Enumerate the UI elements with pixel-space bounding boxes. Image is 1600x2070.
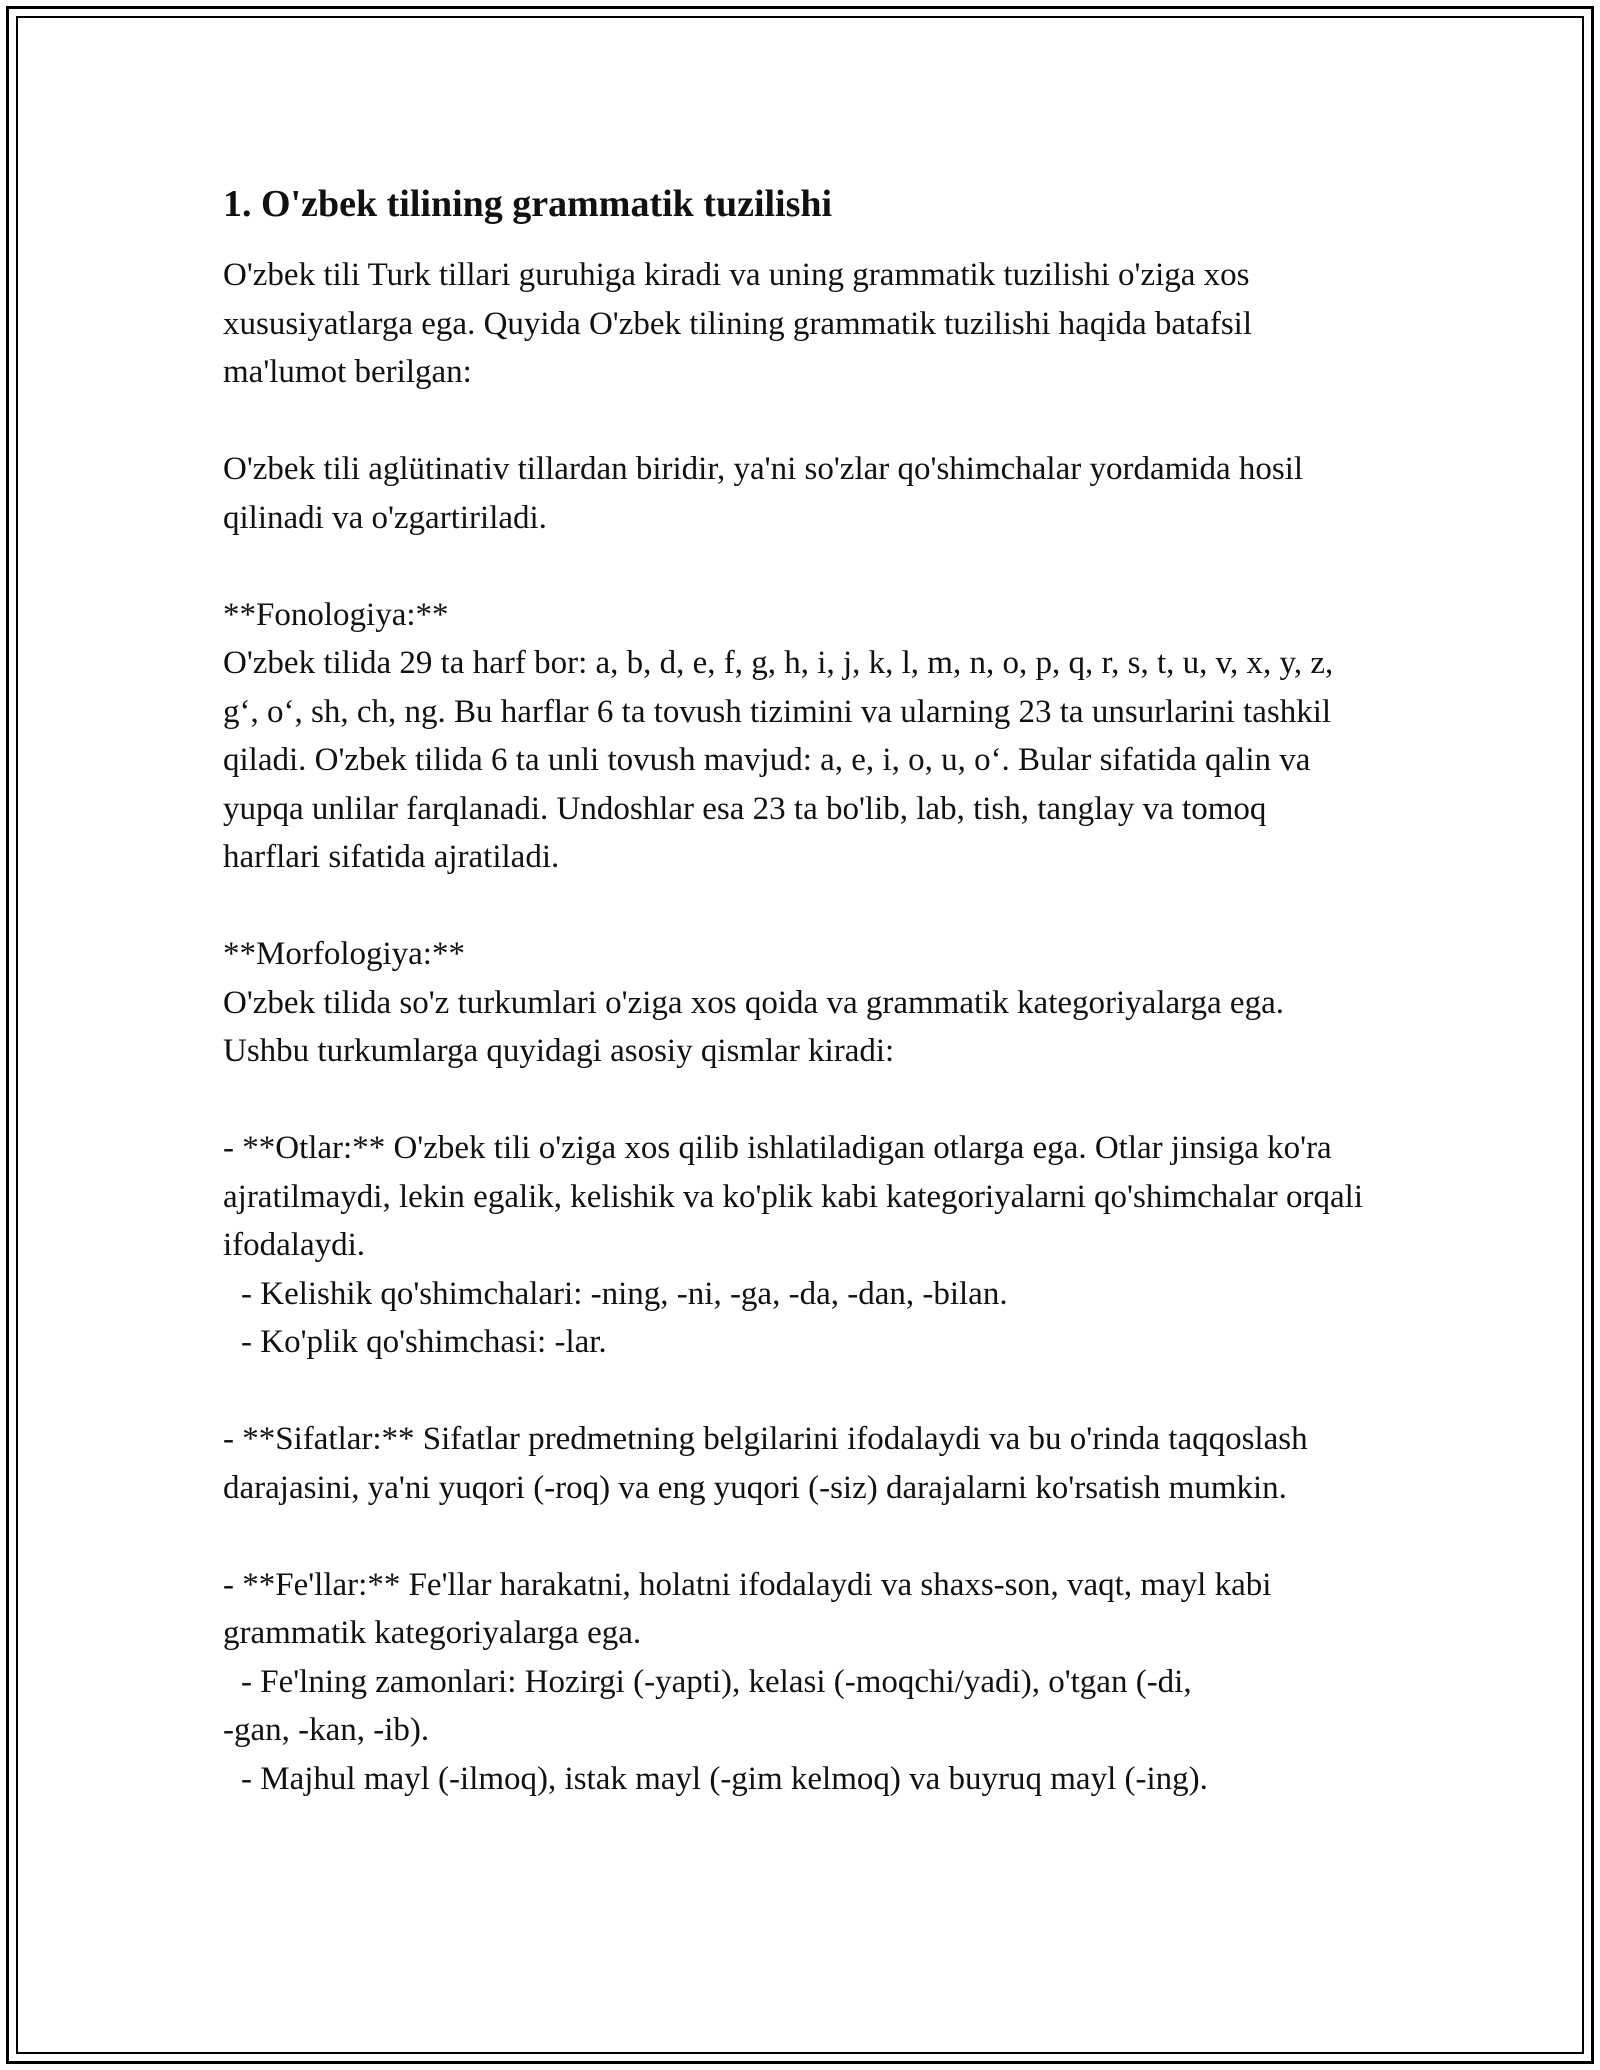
spacer (223, 1076, 1363, 1125)
nouns-plural-item: - Ko'plik qo'shimchasi: -lar. (241, 1324, 607, 1360)
nouns-case-item: - Kelishik qo'shimchalari: -ning, -ni, -ga, -da, -dan, -bilan. (241, 1275, 1008, 1312)
phonology-heading: **Fonologiya:** (223, 596, 449, 633)
morphology-heading: **Morfologiya:** (223, 936, 465, 972)
document-title: 1. O'zbek tilining grammatik tuzilishi (223, 183, 833, 225)
adjectives-paragraph: - **Sifatlar:** Sifatlar predmetning belgilarini ifodalaydi va bu o'rinda taqqoslash darajasini, ya'ni yuqori (-roq) va eng yuqori (-siz) darajalarni ko'rsatish mumkin. (223, 1421, 1308, 1506)
morphology-paragraph: O'zbek tilida so'z turkumlari o'ziga xos qoida va grammatik kategoriyalarga ega. Ushbu turkumlarga quyidagi asosiy qismlar kiradi: (223, 984, 1284, 1069)
nouns-paragraph: - **Otlar:** O'zbek tili o'ziga xos qilib ishlatiladigan otlarga ega. Otlar jinsiga ko'ra ajratilmaydi, lekin egalik, kelishik va ko'plik kabi kategoriyalarni qo'shimchalar orqali ifodalaydi. (223, 1130, 1363, 1263)
spacer (223, 882, 1363, 931)
verbs-tenses-item: - Fe'lning zamonlari: Hozirgi (-yapti), kelasi (-moqchi/yadi), o'tgan (-di, (241, 1663, 1192, 1700)
agglutinative-paragraph: O'zbek tili aglütinativ tillardan biridir, ya'ni so'zlar qo'shimchalar yordamida hosil qilinadi va o'zgartiriladi. (223, 451, 1304, 536)
spacer (223, 542, 1363, 591)
verbs-tenses-item-continued: -gan, -kan, -ib). (223, 1712, 430, 1748)
verbs-paragraph: - **Fe'llar:** Fe'llar harakatni, holatni ifodalaydi va shaxs-son, vaqt, mayl kabi grammatik kategoriyalarga ega. (223, 1566, 1272, 1651)
document-body (223, 180, 1363, 1803)
spacer (223, 397, 1363, 446)
spacer (223, 1512, 1363, 1561)
spacer (223, 1367, 1363, 1416)
phonology-paragraph: O'zbek tilida 29 ta harf bor: a, b, d, e, f, g, h, i, j, k, l, m, n, o, p, q, r, s, t, u, v, x, y, z, g‘, o‘, sh, ch, ng. Bu harflar 6 ta tovush tizimini va ularning 23 ta unsurlarini tashkil qiladi. O'zbek tilida 6 ta unli tovush mavjud: a, e, i, o, u, o‘. Bular sifatida qalin va yupqa unlilar farqlanadi. Undoshlar esa 23 ta bo'lib, lab, tish, tanglay va tomoq harflari sifatida ajratiladi. (223, 645, 1334, 875)
verbs-moods-item: - Majhul mayl (-ilmoq), istak mayl (-gim kelmoq) va buyruq mayl (-ing). (241, 1760, 1208, 1797)
intro-paragraph: O'zbek tili Turk tillari guruhiga kiradi va uning grammatik tuzilishi o'ziga xos xususiyatlarga ega. Quyida O'zbek tilining grammatik tuzilishi haqida batafsil ma'lumot berilgan: (223, 257, 1253, 390)
